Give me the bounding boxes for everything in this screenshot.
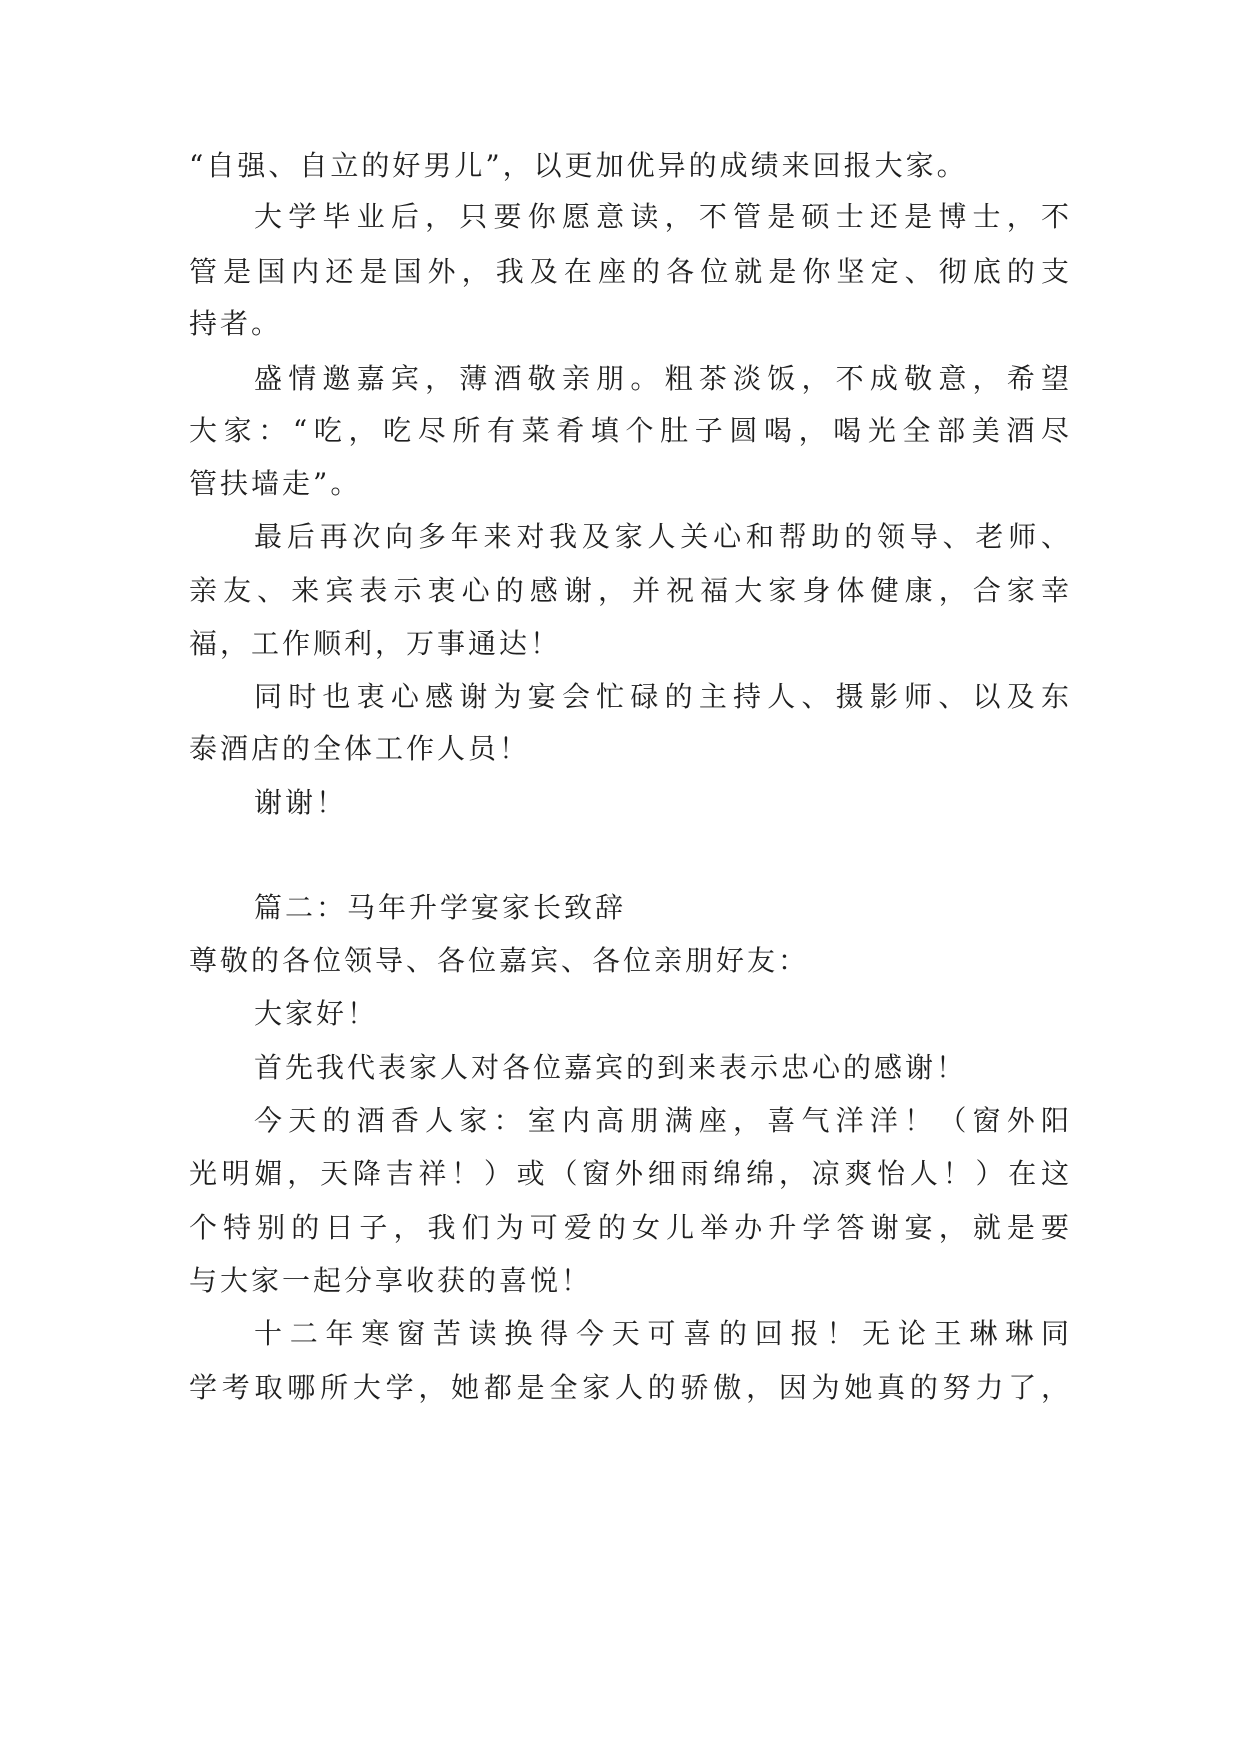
salutation: 尊敬的各位领导、各位嘉宾、各位亲朋好友： [189,944,810,977]
text-line: 持者。 [189,307,283,340]
text-line: “自强、自立的好男儿”，以更加优异的成绩来回报大家。 [189,149,968,182]
text-line: 光明媚，天降吉祥！）或（窗外细雨绵绵，凉爽怡人！）在这 [189,1157,1069,1190]
text-line: 福，工作顺利，万事通达！ [189,627,562,660]
text-line: 首先我代表家人对各位嘉宾的到来表示忠心的感谢！ [254,1051,968,1084]
text-line: 十二年寒窗苦读换得今天可喜的回报！无论王琳琳同 [254,1317,1069,1350]
text-line: 今天的酒香人家：室内高朋满座，喜气洋洋！（窗外阳 [254,1104,1069,1137]
text-line: 与大家一起分享收获的喜悦！ [189,1264,593,1297]
text-line: 大家：“吃，吃尽所有菜肴填个肚子圆喝，喝光全部美酒尽 [189,414,1069,447]
text-line: 泰酒店的全体工作人员！ [189,732,531,765]
text-line: 学考取哪所大学，她都是全家人的骄傲，因为她真的努力了， [189,1371,1069,1404]
text-line: 亲友、来宾表示衷心的感谢，并祝福大家身体健康，合家幸 [189,574,1069,607]
text-line: 大家好！ [254,997,379,1030]
text-line: 个特别的日子，我们为可爱的女儿举办升学答谢宴，就是要 [189,1211,1069,1244]
text-line: 谢谢！ [254,786,348,819]
text-line: 同时也衷心感谢为宴会忙碌的主持人、摄影师、以及东 [254,680,1069,713]
text-line: 管是国内还是国外，我及在座的各位就是你坚定、彻底的支 [189,255,1069,288]
text-line: 管扶墙走”。 [189,467,362,500]
text-line: 盛情邀嘉宾，薄酒敬亲朋。粗茶淡饭，不成敬意，希望 [254,362,1069,395]
text-line: 大学毕业后，只要你愿意读，不管是硕士还是博士，不 [254,200,1069,233]
section-heading: 篇二：马年升学宴家长致辞 [254,891,627,924]
text-line: 最后再次向多年来对我及家人关心和帮助的领导、老师、 [254,520,1069,553]
